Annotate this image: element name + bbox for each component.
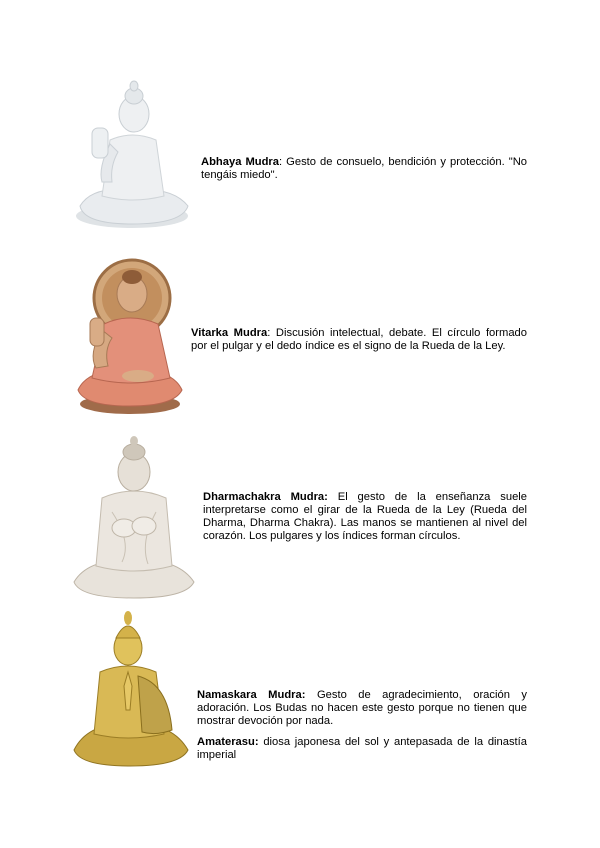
amaterasu-description: diosa japonesa del sol y antepasada de la dinastía imperial (197, 736, 527, 761)
mudra-description: Gesto de agradecimiento, oración y adoración. Los Budas no hacen este gesto porque no tienen que mostrar devoción por nada. (197, 689, 527, 727)
amaterasu-note (197, 736, 527, 762)
buddha-vitarka-image (74, 250, 186, 416)
buddha-abhaya-image (72, 78, 196, 230)
dharmachakra-description (203, 491, 527, 543)
mudra-term: Namaskara Mudra: (197, 689, 306, 701)
vitarka-description: Vitarka Mudra: Discusión intelectual, debate. El círculo formado por el pulgar y el dedo índice es el signo de la Rueda de la Ley. (191, 327, 527, 352)
mudra-term: Abhaya Mudra (201, 156, 280, 168)
mudra-term: Dharmachakra Mudra: (203, 491, 328, 503)
abhaya-description: Abhaya Mudra: Gesto de consuelo, bendición y protección. "No tengáis miedo". (201, 156, 527, 181)
buddha-dharmachakra-image (72, 432, 196, 600)
namaskara-description (197, 689, 527, 762)
mudra-description: Gesto de consuelo, bendición y protección. "No tengáis miedo". (201, 156, 527, 181)
mudra-description: Discusión intelectual, debate. El círculo formado por el pulgar y el dedo índice es el signo de la Rueda de la Ley. (191, 327, 527, 352)
amaterasu-term: Amaterasu: (197, 736, 259, 748)
mudra-term: Vitarka Mudra (191, 327, 268, 339)
buddha-namaskara-image (72, 610, 190, 768)
mudra-description: El gesto de la enseñanza suele interpretarse como el girar de la Rueda de la Ley (Rueda del Dharma, Dharma Chakra). Las manos se mantienen al nivel del corazón. Los pulgares y los índices forman círculos. (203, 491, 527, 542)
